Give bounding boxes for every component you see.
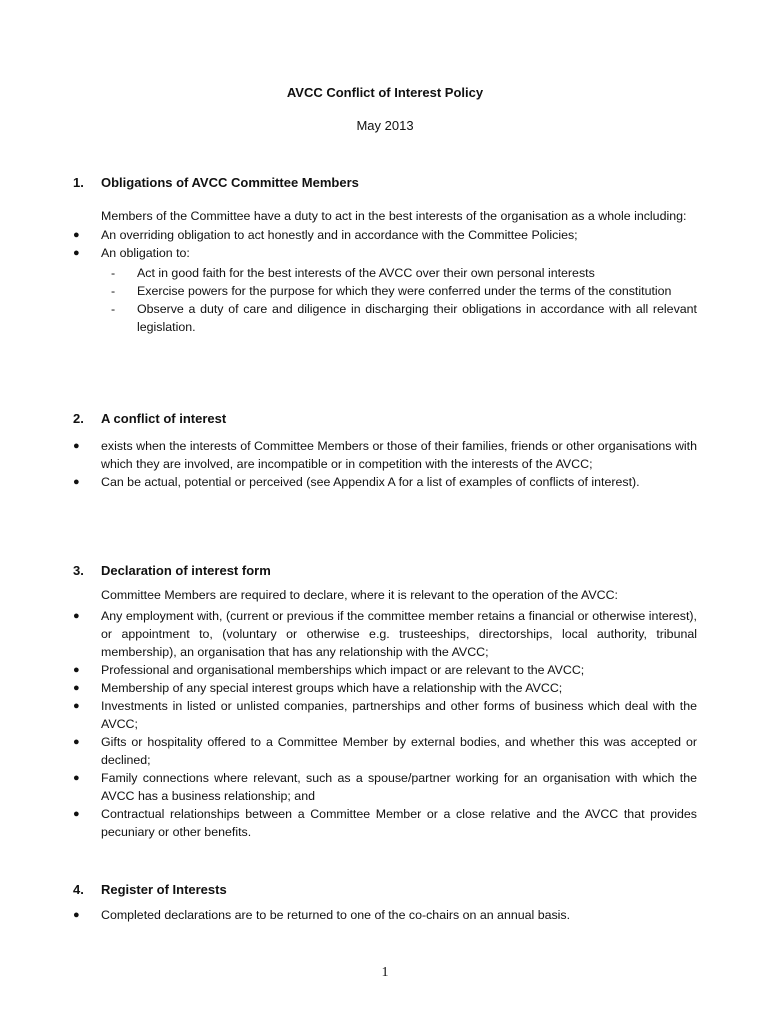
dash-marker: -	[111, 284, 116, 298]
list-item	[0, 805, 697, 841]
bullet-icon: ●	[73, 664, 80, 676]
sub-list-item	[0, 264, 697, 282]
section-heading	[0, 174, 770, 192]
list-item	[0, 697, 697, 733]
bullet-list	[0, 906, 770, 924]
list-item-text: Completed declarations are to be returned to one of the co-chairs on an annual basis.	[101, 908, 571, 922]
document-title: AVCC Conflict of Interest Policy	[286, 85, 484, 100]
list-item	[0, 244, 697, 262]
section-title: Obligations of AVCC Committee Members	[101, 175, 359, 190]
bullet-list	[0, 226, 770, 262]
list-item-text: Can be actual, potential or perceived (see Appendix A for a list of examples of conflicts of interest).	[101, 475, 640, 489]
sub-list-item-text: Exercise powers for the purpose for which they were conferred under the terms of the constitution	[137, 284, 672, 298]
sub-list-item-text: Act in good faith for the best interests of the AVCC over their own personal interests	[137, 266, 595, 280]
dash-marker: -	[111, 302, 116, 316]
list-item-text: An overriding obligation to act honestly and in accordance with the Committee Policies;	[101, 228, 578, 242]
list-item	[0, 769, 697, 805]
list-item-text: An obligation to:	[101, 246, 190, 260]
section-number: 1.	[73, 175, 84, 190]
section-register-of-interests	[0, 881, 770, 924]
bullet-icon: ●	[73, 772, 80, 784]
section-number: 3.	[73, 563, 84, 578]
section-intro: Members of the Committee have a duty to act in the best interests of the organisation as a whole including:	[101, 209, 687, 223]
list-item-text: Contractual relationships between a Committee Member or a close relative and the AVCC that provides pecuniary or other benefits.	[101, 807, 697, 839]
section-obligations	[0, 174, 770, 336]
bullet-icon: ●	[73, 229, 80, 241]
bullet-list	[0, 437, 770, 491]
bullet-icon: ●	[73, 610, 80, 622]
section-heading	[0, 562, 770, 580]
sub-list-item	[0, 282, 697, 300]
bullet-icon: ●	[73, 682, 80, 694]
list-item-text: Gifts or hospitality offered to a Committee Member by external bodies, and whether this was accepted or declined;	[101, 735, 697, 767]
list-item	[0, 733, 697, 769]
list-item-text: Membership of any special interest groups which have a relationship with the AVCC;	[101, 681, 563, 695]
bullet-icon: ●	[73, 808, 80, 820]
sub-list	[0, 264, 770, 336]
list-item	[0, 437, 697, 473]
bullet-icon: ●	[73, 476, 80, 488]
list-item-text: Investments in listed or unlisted companies, partnerships and other forms of business which deal with the AVCC;	[101, 699, 697, 731]
document-date: May 2013	[356, 118, 414, 133]
list-item-text: exists when the interests of Committee Members or those of their families, friends or other organisations with which they are involved, are incompatible or in competition with the interests of the AVCC;	[101, 439, 697, 471]
sub-list-item	[0, 300, 697, 336]
list-item	[0, 473, 697, 491]
bullet-icon: ●	[73, 440, 80, 452]
list-item-text: Family connections where relevant, such as a spouse/partner working for an organisation with which the AVCC has a business relationship; and	[101, 771, 697, 803]
list-item	[0, 661, 697, 679]
page-number: 1	[381, 965, 389, 980]
section-heading	[0, 881, 770, 899]
list-item-text: Professional and organisational memberships which impact or are relevant to the AVCC;	[101, 663, 585, 677]
section-number: 4.	[73, 882, 84, 897]
section-intro: Committee Members are required to declare, where it is relevant to the operation of the AVCC:	[101, 588, 618, 602]
section-heading	[0, 410, 770, 428]
bullet-list	[0, 607, 770, 841]
dash-marker: -	[111, 266, 116, 280]
bullet-icon: ●	[73, 736, 80, 748]
list-item	[0, 226, 697, 244]
bullet-icon: ●	[73, 247, 80, 259]
list-item	[0, 607, 697, 661]
section-title: A conflict of interest	[101, 411, 227, 426]
section-number: 2.	[73, 411, 84, 426]
list-item	[0, 679, 697, 697]
list-item	[0, 906, 697, 924]
section-title: Register of Interests	[101, 882, 227, 897]
sub-list-item-text: Observe a duty of care and diligence in discharging their obligations in accordance with all relevant legislation.	[137, 302, 697, 334]
section-declaration-form	[0, 562, 770, 841]
list-item-text: Any employment with, (current or previous if the committee member retains a financial or otherwise interest), or appointment to, (voluntary or otherwise e.g. trusteeships, directorships, local authority, tribunal membership), an organisation that has any relationship with the AVCC;	[101, 609, 697, 659]
section-title: Declaration of interest form	[101, 563, 271, 578]
bullet-icon: ●	[73, 909, 80, 921]
bullet-icon: ●	[73, 700, 80, 712]
section-conflict-of-interest	[0, 410, 770, 491]
